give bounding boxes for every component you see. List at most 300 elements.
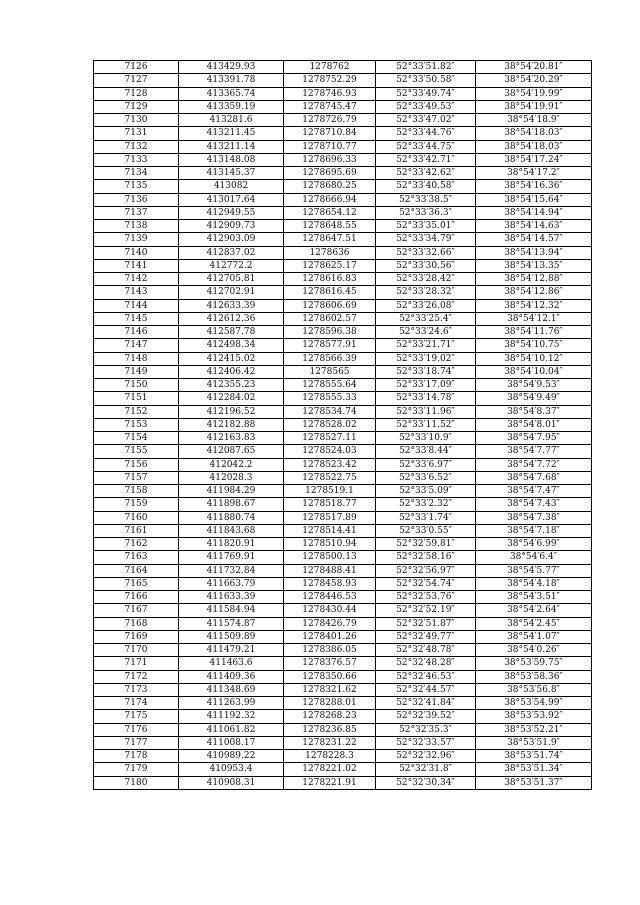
table-row <box>94 140 592 153</box>
x-coordinate-cell: 412903.09 <box>179 233 284 246</box>
latitude-cell: 52°33′34.79″ <box>376 233 476 246</box>
x-coordinate-cell: 412498.34 <box>179 339 284 352</box>
latitude-cell: 52°32′59.81″ <box>376 538 476 551</box>
table-row <box>94 710 592 723</box>
y-coordinate-cell: 1278555.33 <box>284 392 376 405</box>
point-number-cell: 7134 <box>94 167 179 180</box>
longitude-cell: 38°53′56.8″ <box>476 683 592 696</box>
point-number-cell: 7133 <box>94 153 179 166</box>
table-row <box>94 683 592 696</box>
y-coordinate-cell: 1278666.94 <box>284 193 376 206</box>
y-coordinate-cell: 1278500.13 <box>284 551 376 564</box>
longitude-cell: 38°54′7.72″ <box>476 458 592 471</box>
y-coordinate-cell: 1278566.39 <box>284 352 376 365</box>
y-coordinate-cell: 1278514.41 <box>284 524 376 537</box>
table-row <box>94 511 592 524</box>
latitude-cell: 52°32′39.52″ <box>376 710 476 723</box>
longitude-cell: 38°54′4.18″ <box>476 577 592 590</box>
longitude-cell: 38°54′7.18″ <box>476 524 592 537</box>
latitude-cell: 52°33′8.44″ <box>376 445 476 458</box>
longitude-cell: 38°54′5.77″ <box>476 564 592 577</box>
y-coordinate-cell: 1278680.25 <box>284 180 376 193</box>
longitude-cell: 38°54′3.51″ <box>476 591 592 604</box>
latitude-cell: 52°33′26.08″ <box>376 299 476 312</box>
table-row <box>94 193 592 206</box>
point-number-cell: 7169 <box>94 630 179 643</box>
longitude-cell: 38°53′52.21″ <box>476 723 592 736</box>
latitude-cell: 52°32′32.96″ <box>376 750 476 763</box>
table-row <box>94 286 592 299</box>
point-number-cell: 7159 <box>94 498 179 511</box>
point-number-cell: 7175 <box>94 710 179 723</box>
x-coordinate-cell: 411584.94 <box>179 604 284 617</box>
y-coordinate-cell: 1278430.44 <box>284 604 376 617</box>
y-coordinate-cell: 1278534.74 <box>284 405 376 418</box>
y-coordinate-cell: 1278517.89 <box>284 511 376 524</box>
latitude-cell: 52°33′17.09″ <box>376 379 476 392</box>
point-number-cell: 7171 <box>94 657 179 670</box>
x-coordinate-cell: 411574.87 <box>179 617 284 630</box>
x-coordinate-cell: 413391.78 <box>179 74 284 87</box>
latitude-cell: 52°33′1.74″ <box>376 511 476 524</box>
table-row <box>94 392 592 405</box>
longitude-cell: 38°54′20.29″ <box>476 74 592 87</box>
x-coordinate-cell: 412633.39 <box>179 299 284 312</box>
longitude-cell: 38°54′13.94″ <box>476 246 592 259</box>
x-coordinate-cell: 412087.65 <box>179 445 284 458</box>
longitude-cell: 38°54′19.99″ <box>476 87 592 100</box>
latitude-cell: 52°33′42.62″ <box>376 167 476 180</box>
point-number-cell: 7139 <box>94 233 179 246</box>
longitude-cell: 38°54′19.91″ <box>476 100 592 113</box>
point-number-cell: 7158 <box>94 485 179 498</box>
table-row <box>94 736 592 749</box>
longitude-cell: 38°53′58.36″ <box>476 670 592 683</box>
table-row <box>94 538 592 551</box>
y-coordinate-cell: 1278695.69 <box>284 167 376 180</box>
x-coordinate-cell: 411820.91 <box>179 538 284 551</box>
x-coordinate-cell: 410908.31 <box>179 776 284 789</box>
latitude-cell: 52°33′30.56″ <box>376 259 476 272</box>
x-coordinate-cell: 413429.93 <box>179 61 284 74</box>
table-row <box>94 299 592 312</box>
x-coordinate-cell: 412355.23 <box>179 379 284 392</box>
point-number-cell: 7130 <box>94 114 179 127</box>
table-row <box>94 591 592 604</box>
point-number-cell: 7154 <box>94 432 179 445</box>
y-coordinate-cell: 1278710.84 <box>284 127 376 140</box>
longitude-cell: 38°54′9.53″ <box>476 379 592 392</box>
table-row <box>94 604 592 617</box>
point-number-cell: 7168 <box>94 617 179 630</box>
latitude-cell: 52°32′46.53″ <box>376 670 476 683</box>
table-row <box>94 458 592 471</box>
longitude-cell: 38°54′10.04″ <box>476 365 592 378</box>
y-coordinate-cell: 1278236.85 <box>284 723 376 736</box>
table-row <box>94 365 592 378</box>
y-coordinate-cell: 1278522.75 <box>284 471 376 484</box>
table-row <box>94 670 592 683</box>
x-coordinate-cell: 411479.21 <box>179 644 284 657</box>
point-number-cell: 7179 <box>94 763 179 776</box>
y-coordinate-cell: 1278596.38 <box>284 326 376 339</box>
latitude-cell: 52°33′25.4″ <box>376 312 476 325</box>
point-number-cell: 7141 <box>94 259 179 272</box>
longitude-cell: 38°54′20.81″ <box>476 61 592 74</box>
latitude-cell: 52°32′31.8″ <box>376 763 476 776</box>
y-coordinate-cell: 1278746.93 <box>284 87 376 100</box>
latitude-cell: 52°33′49.74″ <box>376 87 476 100</box>
table-row <box>94 577 592 590</box>
table-row <box>94 273 592 286</box>
longitude-cell: 38°54′18.03″ <box>476 140 592 153</box>
x-coordinate-cell: 413211.14 <box>179 140 284 153</box>
point-number-cell: 7155 <box>94 445 179 458</box>
longitude-cell: 38°54′7.77″ <box>476 445 592 458</box>
latitude-cell: 52°33′5.09″ <box>376 485 476 498</box>
longitude-cell: 38°54′12.88″ <box>476 273 592 286</box>
longitude-cell: 38°54′14.57″ <box>476 233 592 246</box>
x-coordinate-cell: 410953.4 <box>179 763 284 776</box>
x-coordinate-cell: 413365.74 <box>179 87 284 100</box>
longitude-cell: 38°54′18.9″ <box>476 114 592 127</box>
table-row <box>94 432 592 445</box>
y-coordinate-cell: 1278647.51 <box>284 233 376 246</box>
latitude-cell: 52°33′14.78″ <box>376 392 476 405</box>
latitude-cell: 52°32′33.57″ <box>376 736 476 749</box>
x-coordinate-cell: 411769.91 <box>179 551 284 564</box>
table-row <box>94 524 592 537</box>
point-number-cell: 7153 <box>94 418 179 431</box>
table-row <box>94 657 592 670</box>
point-number-cell: 7152 <box>94 405 179 418</box>
y-coordinate-cell: 1278577.91 <box>284 339 376 352</box>
y-coordinate-cell: 1278523.42 <box>284 458 376 471</box>
table-row <box>94 87 592 100</box>
latitude-cell: 52°32′41.84″ <box>376 697 476 710</box>
table-row <box>94 776 592 789</box>
table-row <box>94 763 592 776</box>
y-coordinate-cell: 1278288.01 <box>284 697 376 710</box>
y-coordinate-cell: 1278401.26 <box>284 630 376 643</box>
x-coordinate-cell: 412705.81 <box>179 273 284 286</box>
table-row <box>94 339 592 352</box>
latitude-cell: 52°32′58.16″ <box>376 551 476 564</box>
y-coordinate-cell: 1278616.45 <box>284 286 376 299</box>
latitude-cell: 52°33′2.32″ <box>376 498 476 511</box>
point-number-cell: 7166 <box>94 591 179 604</box>
point-number-cell: 7148 <box>94 352 179 365</box>
longitude-cell: 38°54′9.49″ <box>476 392 592 405</box>
point-number-cell: 7162 <box>94 538 179 551</box>
y-coordinate-cell: 1278602.57 <box>284 312 376 325</box>
latitude-cell: 52°33′44.75″ <box>376 140 476 153</box>
point-number-cell: 7151 <box>94 392 179 405</box>
point-number-cell: 7131 <box>94 127 179 140</box>
y-coordinate-cell: 1278221.91 <box>284 776 376 789</box>
longitude-cell: 38°53′51.34″ <box>476 763 592 776</box>
x-coordinate-cell: 412415.02 <box>179 352 284 365</box>
latitude-cell: 52°33′18.74″ <box>376 365 476 378</box>
latitude-cell: 52°32′48.78″ <box>376 644 476 657</box>
x-coordinate-cell: 413359.19 <box>179 100 284 113</box>
point-number-cell: 7160 <box>94 511 179 524</box>
point-number-cell: 7173 <box>94 683 179 696</box>
longitude-cell: 38°54′10.75″ <box>476 339 592 352</box>
x-coordinate-cell: 411348.69 <box>179 683 284 696</box>
table-row <box>94 246 592 259</box>
longitude-cell: 38°54′12.86″ <box>476 286 592 299</box>
table-row <box>94 630 592 643</box>
latitude-cell: 52°33′36.3″ <box>376 206 476 219</box>
latitude-cell: 52°33′47.02″ <box>376 114 476 127</box>
longitude-cell: 38°54′7.43″ <box>476 498 592 511</box>
longitude-cell: 38°54′2.64″ <box>476 604 592 617</box>
x-coordinate-cell: 411509.89 <box>179 630 284 643</box>
y-coordinate-cell: 1278625.17 <box>284 259 376 272</box>
table-row <box>94 405 592 418</box>
longitude-cell: 38°54′8.37″ <box>476 405 592 418</box>
point-number-cell: 7146 <box>94 326 179 339</box>
point-number-cell: 7157 <box>94 471 179 484</box>
longitude-cell: 38°54′2.45″ <box>476 617 592 630</box>
x-coordinate-cell: 412284.02 <box>179 392 284 405</box>
latitude-cell: 52°33′28.42″ <box>376 273 476 286</box>
latitude-cell: 52°33′44.76″ <box>376 127 476 140</box>
table-row <box>94 74 592 87</box>
table-row <box>94 220 592 233</box>
longitude-cell: 38°54′10.12″ <box>476 352 592 365</box>
point-number-cell: 7161 <box>94 524 179 537</box>
longitude-cell: 38°54′12.32″ <box>476 299 592 312</box>
table-row <box>94 445 592 458</box>
x-coordinate-cell: 413082 <box>179 180 284 193</box>
table-row <box>94 551 592 564</box>
point-number-cell: 7163 <box>94 551 179 564</box>
longitude-cell: 38°54′14.94″ <box>476 206 592 219</box>
point-number-cell: 7143 <box>94 286 179 299</box>
x-coordinate-cell: 411409.36 <box>179 670 284 683</box>
x-coordinate-cell: 411843.68 <box>179 524 284 537</box>
longitude-cell: 38°54′12.1″ <box>476 312 592 325</box>
y-coordinate-cell: 1278565 <box>284 365 376 378</box>
x-coordinate-cell: 412196.52 <box>179 405 284 418</box>
latitude-cell: 52°33′40.58″ <box>376 180 476 193</box>
y-coordinate-cell: 1278616.83 <box>284 273 376 286</box>
latitude-cell: 52°32′56.97″ <box>376 564 476 577</box>
x-coordinate-cell: 411732.84 <box>179 564 284 577</box>
longitude-cell: 38°54′17.24″ <box>476 153 592 166</box>
latitude-cell: 52°32′35.3″ <box>376 723 476 736</box>
x-coordinate-cell: 412028.3 <box>179 471 284 484</box>
latitude-cell: 52°33′28.32″ <box>376 286 476 299</box>
point-number-cell: 7178 <box>94 750 179 763</box>
point-number-cell: 7149 <box>94 365 179 378</box>
x-coordinate-cell: 411898.67 <box>179 498 284 511</box>
longitude-cell: 38°53′51.74″ <box>476 750 592 763</box>
longitude-cell: 38°54′15.64″ <box>476 193 592 206</box>
latitude-cell: 52°33′10.9″ <box>376 432 476 445</box>
latitude-cell: 52°33′42.71″ <box>376 153 476 166</box>
longitude-cell: 38°54′0.26″ <box>476 644 592 657</box>
x-coordinate-cell: 412772.2 <box>179 259 284 272</box>
longitude-cell: 38°53′53.92″ <box>476 710 592 723</box>
latitude-cell: 52°33′35.01″ <box>376 220 476 233</box>
latitude-cell: 52°32′51.87″ <box>376 617 476 630</box>
x-coordinate-cell: 411061.82 <box>179 723 284 736</box>
x-coordinate-cell: 412702.91 <box>179 286 284 299</box>
table-row <box>94 697 592 710</box>
latitude-cell: 52°32′54.74″ <box>376 577 476 590</box>
y-coordinate-cell: 1278524.03 <box>284 445 376 458</box>
coordinate-table-container <box>93 60 592 790</box>
y-coordinate-cell: 1278752.29 <box>284 74 376 87</box>
latitude-cell: 52°33′6.52″ <box>376 471 476 484</box>
y-coordinate-cell: 1278696.33 <box>284 153 376 166</box>
x-coordinate-cell: 411463.6 <box>179 657 284 670</box>
y-coordinate-cell: 1278231.22 <box>284 736 376 749</box>
y-coordinate-cell: 1278386.05 <box>284 644 376 657</box>
point-number-cell: 7172 <box>94 670 179 683</box>
x-coordinate-cell: 412837.02 <box>179 246 284 259</box>
x-coordinate-cell: 411008.17 <box>179 736 284 749</box>
longitude-cell: 38°54′8.01″ <box>476 418 592 431</box>
point-number-cell: 7147 <box>94 339 179 352</box>
y-coordinate-cell: 1278488.41 <box>284 564 376 577</box>
latitude-cell: 52°32′53.76″ <box>376 591 476 604</box>
point-number-cell: 7165 <box>94 577 179 590</box>
longitude-cell: 38°53′54.99″ <box>476 697 592 710</box>
point-number-cell: 7129 <box>94 100 179 113</box>
x-coordinate-cell: 411663.79 <box>179 577 284 590</box>
point-number-cell: 7136 <box>94 193 179 206</box>
longitude-cell: 38°54′1.07″ <box>476 630 592 643</box>
x-coordinate-cell: 413148.08 <box>179 153 284 166</box>
point-number-cell: 7140 <box>94 246 179 259</box>
table-row <box>94 153 592 166</box>
longitude-cell: 38°54′11.76″ <box>476 326 592 339</box>
longitude-cell: 38°53′59.75″ <box>476 657 592 670</box>
y-coordinate-cell: 1278458.93 <box>284 577 376 590</box>
y-coordinate-cell: 1278648.55 <box>284 220 376 233</box>
point-number-cell: 7180 <box>94 776 179 789</box>
y-coordinate-cell: 1278654.12 <box>284 206 376 219</box>
point-number-cell: 7176 <box>94 723 179 736</box>
coordinate-table-body <box>94 61 592 790</box>
table-row <box>94 644 592 657</box>
x-coordinate-cell: 412587.78 <box>179 326 284 339</box>
latitude-cell: 52°32′48.28″ <box>376 657 476 670</box>
x-coordinate-cell: 412163.83 <box>179 432 284 445</box>
y-coordinate-cell: 1278376.57 <box>284 657 376 670</box>
point-number-cell: 7156 <box>94 458 179 471</box>
y-coordinate-cell: 1278519.1 <box>284 485 376 498</box>
longitude-cell: 38°54′7.47″ <box>476 485 592 498</box>
y-coordinate-cell: 1278606.69 <box>284 299 376 312</box>
latitude-cell: 52°32′44.57″ <box>376 683 476 696</box>
y-coordinate-cell: 1278762 <box>284 61 376 74</box>
latitude-cell: 52°33′11.52″ <box>376 418 476 431</box>
x-coordinate-cell: 411880.74 <box>179 511 284 524</box>
table-row <box>94 167 592 180</box>
point-number-cell: 7167 <box>94 604 179 617</box>
longitude-cell: 38°54′7.95″ <box>476 432 592 445</box>
longitude-cell: 38°54′17.2″ <box>476 167 592 180</box>
x-coordinate-cell: 411984.29 <box>179 485 284 498</box>
table-row <box>94 471 592 484</box>
y-coordinate-cell: 1278321.62 <box>284 683 376 696</box>
coordinate-table <box>93 60 592 790</box>
latitude-cell: 52°33′6.97″ <box>376 458 476 471</box>
x-coordinate-cell: 413145.37 <box>179 167 284 180</box>
x-coordinate-cell: 412042.2 <box>179 458 284 471</box>
longitude-cell: 38°54′7.68″ <box>476 471 592 484</box>
x-coordinate-cell: 412612.36 <box>179 312 284 325</box>
point-number-cell: 7174 <box>94 697 179 710</box>
x-coordinate-cell: 411192.32 <box>179 710 284 723</box>
latitude-cell: 52°33′11.96″ <box>376 405 476 418</box>
y-coordinate-cell: 1278518.77 <box>284 498 376 511</box>
point-number-cell: 7137 <box>94 206 179 219</box>
table-row <box>94 498 592 511</box>
x-coordinate-cell: 413211.45 <box>179 127 284 140</box>
y-coordinate-cell: 1278350.66 <box>284 670 376 683</box>
latitude-cell: 52°32′52.19″ <box>376 604 476 617</box>
table-row <box>94 127 592 140</box>
latitude-cell: 52°33′32.66″ <box>376 246 476 259</box>
point-number-cell: 7127 <box>94 74 179 87</box>
longitude-cell: 38°54′14.63″ <box>476 220 592 233</box>
point-number-cell: 7138 <box>94 220 179 233</box>
latitude-cell: 52°33′0.55″ <box>376 524 476 537</box>
longitude-cell: 38°53′51.37″ <box>476 776 592 789</box>
latitude-cell: 52°33′21.71″ <box>376 339 476 352</box>
point-number-cell: 7145 <box>94 312 179 325</box>
x-coordinate-cell: 412909.73 <box>179 220 284 233</box>
longitude-cell: 38°54′6.99″ <box>476 538 592 551</box>
x-coordinate-cell: 413017.64 <box>179 193 284 206</box>
table-row <box>94 233 592 246</box>
point-number-cell: 7142 <box>94 273 179 286</box>
y-coordinate-cell: 1278446.53 <box>284 591 376 604</box>
longitude-cell: 38°54′13.35″ <box>476 259 592 272</box>
table-row <box>94 418 592 431</box>
table-row <box>94 100 592 113</box>
latitude-cell: 52°33′24.6″ <box>376 326 476 339</box>
longitude-cell: 38°54′16.36″ <box>476 180 592 193</box>
latitude-cell: 52°33′51.82″ <box>376 61 476 74</box>
point-number-cell: 7164 <box>94 564 179 577</box>
x-coordinate-cell: 413281.6 <box>179 114 284 127</box>
latitude-cell: 52°33′49.53″ <box>376 100 476 113</box>
y-coordinate-cell: 1278555.64 <box>284 379 376 392</box>
y-coordinate-cell: 1278527.11 <box>284 432 376 445</box>
latitude-cell: 52°33′19.02″ <box>376 352 476 365</box>
table-row <box>94 114 592 127</box>
table-row <box>94 352 592 365</box>
table-row <box>94 617 592 630</box>
y-coordinate-cell: 1278510.94 <box>284 538 376 551</box>
point-number-cell: 7126 <box>94 61 179 74</box>
x-coordinate-cell: 410989.22 <box>179 750 284 763</box>
y-coordinate-cell: 1278528.02 <box>284 418 376 431</box>
y-coordinate-cell: 1278726.79 <box>284 114 376 127</box>
table-row <box>94 312 592 325</box>
x-coordinate-cell: 411263.99 <box>179 697 284 710</box>
latitude-cell: 52°32′49.77″ <box>376 630 476 643</box>
point-number-cell: 7177 <box>94 736 179 749</box>
x-coordinate-cell: 412182.88 <box>179 418 284 431</box>
